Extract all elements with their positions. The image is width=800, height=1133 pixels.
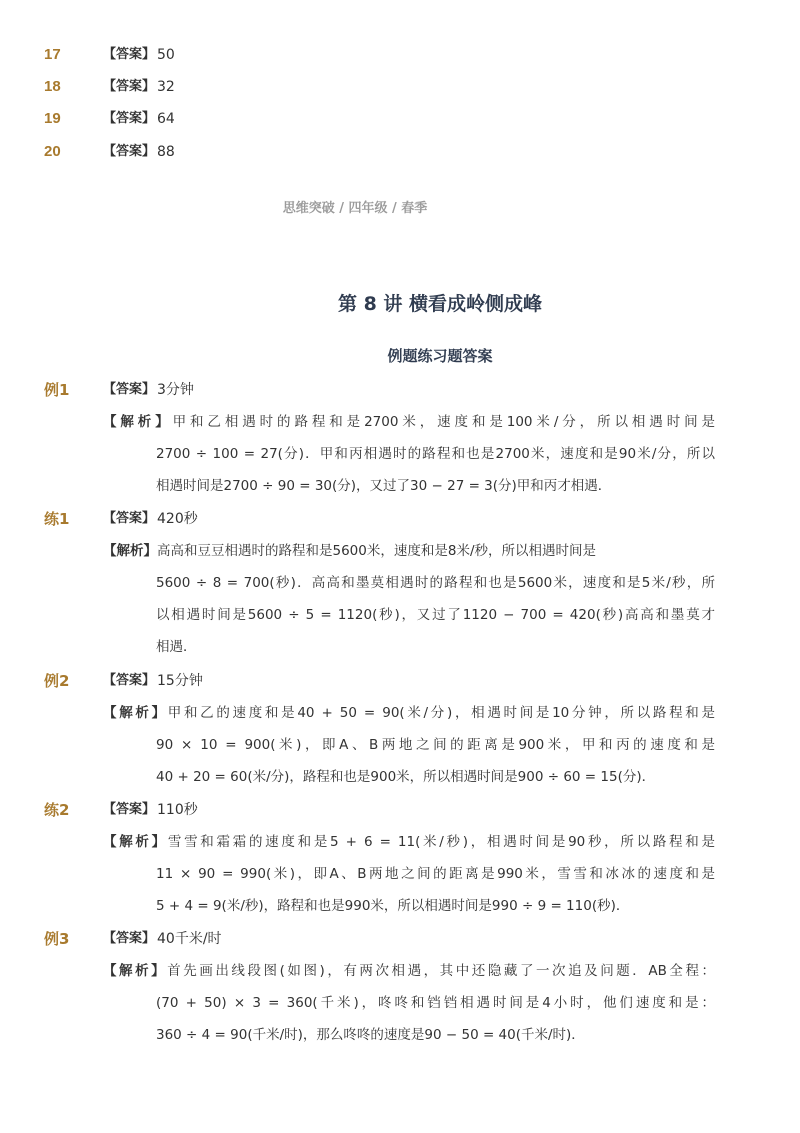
answer-row: [0, 107, 800, 131]
explanation: [103, 540, 715, 668]
answer-tag: 【答案】: [103, 931, 156, 946]
answer-value: 88: [157, 144, 175, 160]
answer-value: 420秒: [157, 511, 198, 527]
page-footer: 思维突破 / 四年级 / 春季: [282, 201, 428, 216]
explanation-line: 相遇时间是2700 ÷ 90 = 30(分)，又过了30 − 27 = 3(分)甲和丙才相遇．: [156, 478, 612, 494]
answer-row: [0, 75, 800, 99]
explanation-line: 2700 ÷ 100 = 27(分)．甲和丙相遇时的路程和也是2700米，速度和是90米/分，所以: [156, 446, 715, 462]
answer-tag: 【答案】: [103, 673, 156, 688]
explanation-line: 【解析】雪雪和霜霜的速度和是5 + 6 = 11(米/秒)，相遇时间是90秒，所以路程和是: [103, 834, 715, 850]
answer-tag: 【答案】: [103, 47, 156, 62]
problem-answer-row: [0, 927, 800, 951]
answer-value: 15分钟: [157, 673, 203, 689]
answer-value: 3分钟: [157, 382, 194, 398]
answer-value: 64: [157, 111, 175, 127]
problem-answer-row: [0, 669, 800, 693]
explanation-line: 【解析】高高和豆豆相遇时的路程和是5600米，速度和是8米/秒，所以相遇时间是: [103, 543, 596, 559]
problem-label: 练1: [44, 510, 70, 528]
question-number: 17: [44, 46, 61, 63]
explanation: [103, 831, 715, 927]
explanation-line: 以相遇时间是5600 ÷ 5 = 1120(秒)，又过了1120 − 700 = 420(秒)高高和墨莫才: [156, 607, 715, 623]
answer-tag: 【答案】: [103, 111, 156, 126]
explanation: [103, 702, 715, 798]
problem-label: 例3: [44, 930, 70, 948]
section-title: 例题练习题答案: [387, 347, 493, 365]
question-number: 18: [44, 78, 61, 95]
problem-answer-row: [0, 507, 800, 531]
answer-row: [0, 43, 800, 67]
answer-value: 32: [157, 79, 175, 95]
explain-tag: 【解析】: [103, 414, 173, 430]
answer-tag: 【答案】: [103, 144, 156, 159]
explanation-line: 5600 ÷ 8 = 700(秒)．高高和墨莫相遇时的路程和也是5600米，速度和是5米/秒，所: [156, 575, 715, 591]
explain-tag: 【解析】: [103, 963, 168, 979]
explanation-line: 360 ÷ 4 = 90(千米/时)，那么咚咚的速度是90 − 50 = 40(千米/时)．: [156, 1027, 585, 1043]
explanation-line: 90 × 10 = 900(米)，即A、B两地之间的距离是900米，甲和丙的速度和是: [156, 737, 715, 753]
explanation: [103, 411, 715, 507]
problem-label: 例1: [44, 381, 70, 399]
question-number: 19: [44, 110, 61, 127]
explanation-line: 【解析】甲和乙的速度和是40 + 50 = 90(米/分)，相遇时间是10分钟，所以路程和是: [103, 705, 716, 721]
explanation-line: 5 + 4 = 9(米/秒)，路程和也是990米，所以相遇时间是990 ÷ 9 = 110(秒)．: [156, 898, 630, 914]
answer-row: [0, 140, 800, 164]
explain-tag: 【解析】: [103, 543, 157, 559]
explanation-line: 40 + 20 = 60(米/分)，路程和也是900米，所以相遇时间是900 ÷ 60 = 15(分)．: [156, 769, 656, 785]
explanation-line: 【解析】首先画出线段图(如图)，有两次相遇，其中还隐藏了一次追及问题．AB全程：: [103, 963, 716, 979]
lecture-title: 第 8 讲 横看成岭侧成峰: [337, 293, 543, 315]
question-number: 20: [44, 143, 61, 160]
answer-tag: 【答案】: [103, 802, 156, 817]
problem-answer-row: [0, 798, 800, 822]
explain-tag: 【解析】: [103, 705, 168, 721]
explanation-line: 相遇．: [156, 639, 197, 655]
problem-answer-row: [0, 378, 800, 402]
explanation-line: 11 × 90 = 990(米)，即A、B两地之间的距离是990米，雪雪和冰冰的速度和是: [156, 866, 715, 882]
answer-tag: 【答案】: [103, 382, 156, 397]
problem-label: 例2: [44, 672, 70, 690]
answer-value: 50: [157, 47, 175, 63]
answer-tag: 【答案】: [103, 511, 156, 526]
explanation: [103, 960, 715, 1056]
answer-value: 110秒: [157, 802, 198, 818]
problem-label: 练2: [44, 801, 70, 819]
answer-tag: 【答案】: [103, 79, 156, 94]
answer-value: 40千米/时: [157, 931, 222, 947]
explanation-line: 【解析】甲和乙相遇时的路程和是2700米，速度和是100米/分，所以相遇时间是: [103, 414, 716, 430]
explanation-line: (70 + 50) × 3 = 360(千米)，咚咚和铛铛相遇时间是4小时，他们速度和是：: [156, 995, 715, 1011]
explain-tag: 【解析】: [103, 834, 168, 850]
